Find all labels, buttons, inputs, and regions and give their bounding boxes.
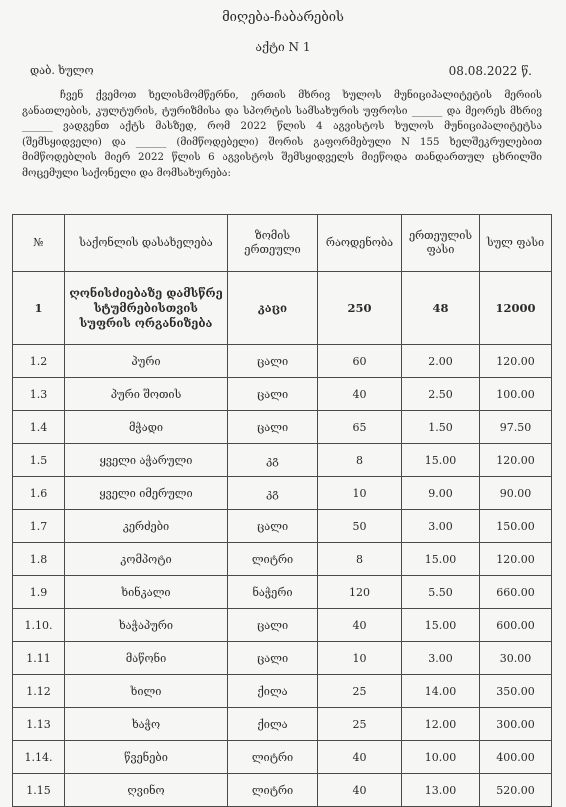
cell-total-price: 90.00 — [480, 477, 552, 510]
cell-quantity: 10 — [318, 477, 402, 510]
cell-quantity: 8 — [318, 543, 402, 576]
header-unit-price: ერთეულის ფასი — [402, 215, 480, 272]
cell-item-name: ხილი — [65, 675, 228, 708]
cell-unit: ლიტრი — [228, 543, 318, 576]
cell-total-price: 120.00 — [480, 345, 552, 378]
cell-quantity: 250 — [318, 272, 402, 345]
cell-number: 1.9 — [13, 576, 65, 609]
cell-unit-price: 48 — [402, 272, 480, 345]
cell-number: 1.10. — [13, 609, 65, 642]
cell-number: 1.4 — [13, 411, 65, 444]
cell-item-name: ღონისძიებაზე დამსწრე სტუმრებისთვის სუფრის ორგანიზება — [65, 272, 228, 345]
cell-total-price: 30.00 — [480, 642, 552, 675]
cell-unit-price: 15.00 — [402, 543, 480, 576]
cell-unit-price: 3.00 — [402, 510, 480, 543]
header-total-price: სულ ფასი — [480, 215, 552, 272]
table-row — [13, 774, 552, 807]
cell-item-name: წვენები — [65, 741, 228, 774]
cell-number: 1.12 — [13, 675, 65, 708]
cell-quantity: 10 — [318, 642, 402, 675]
cell-total-price: 520.00 — [480, 774, 552, 807]
cell-unit-price: 5.50 — [402, 576, 480, 609]
table-row — [13, 576, 552, 609]
cell-quantity: 25 — [318, 675, 402, 708]
cell-quantity: 40 — [318, 609, 402, 642]
cell-item-name: კერძები — [65, 510, 228, 543]
cell-number: 1.13 — [13, 708, 65, 741]
cell-unit: ცალი — [228, 609, 318, 642]
table-row — [13, 675, 552, 708]
cell-item-name: ხინკალი — [65, 576, 228, 609]
cell-total-price: 12000 — [480, 272, 552, 345]
cell-number: 1.15 — [13, 774, 65, 807]
cell-number: 1.3 — [13, 378, 65, 411]
cell-unit: ცალი — [228, 345, 318, 378]
table-row — [13, 642, 552, 675]
cell-item-name: კომპოტი — [65, 543, 228, 576]
cell-item-name: პური შოთის — [65, 378, 228, 411]
cell-unit: ნაჭერი — [228, 576, 318, 609]
cell-unit: ცალი — [228, 378, 318, 411]
cell-number: 1.11 — [13, 642, 65, 675]
cell-number: 1.2 — [13, 345, 65, 378]
cell-unit: ცალი — [228, 642, 318, 675]
table-row — [13, 378, 552, 411]
cell-quantity: 120 — [318, 576, 402, 609]
cell-unit: ლიტრი — [228, 741, 318, 774]
cell-unit-price: 2.00 — [402, 345, 480, 378]
cell-unit-price: 9.00 — [402, 477, 480, 510]
cell-unit: ქილა — [228, 708, 318, 741]
cell-number: 1.7 — [13, 510, 65, 543]
cell-unit: ცალი — [228, 411, 318, 444]
cell-total-price: 120.00 — [480, 543, 552, 576]
cell-total-price: 400.00 — [480, 741, 552, 774]
cell-quantity: 40 — [318, 741, 402, 774]
cell-number: 1.6 — [13, 477, 65, 510]
cell-item-name: პური — [65, 345, 228, 378]
cell-number: 1.14. — [13, 741, 65, 774]
table-row — [13, 741, 552, 774]
header-number: № — [13, 215, 65, 272]
cell-total-price: 300.00 — [480, 708, 552, 741]
cell-total-price: 120.00 — [480, 444, 552, 477]
document-date: 08.08.2022 წ. — [448, 64, 532, 78]
cell-unit-price: 13.00 — [402, 774, 480, 807]
cell-unit-price: 2.50 — [402, 378, 480, 411]
cell-unit: ქილა — [228, 675, 318, 708]
cell-item-name: ყველი იმერული — [65, 477, 228, 510]
cell-unit-price: 10.00 — [402, 741, 480, 774]
cell-unit: ლიტრი — [228, 774, 318, 807]
act-number: აქტი N 1 — [255, 40, 311, 54]
cell-unit: კგ — [228, 477, 318, 510]
cell-unit-price: 14.00 — [402, 675, 480, 708]
cell-total-price: 660.00 — [480, 576, 552, 609]
cell-unit: კგ — [228, 444, 318, 477]
table-row — [13, 708, 552, 741]
cell-item-name: ყველი აჭარული — [65, 444, 228, 477]
table-row — [13, 510, 552, 543]
cell-item-name: ღვინო — [65, 774, 228, 807]
header-item-name: საქონლის დასახელება — [65, 215, 228, 272]
cell-total-price: 97.50 — [480, 411, 552, 444]
document-title: მიღება-ჩაბარების — [222, 10, 344, 25]
cell-quantity: 40 — [318, 378, 402, 411]
table-row-main — [13, 272, 552, 345]
table-row — [13, 543, 552, 576]
cell-unit-price: 3.00 — [402, 642, 480, 675]
cell-number: 1 — [13, 272, 65, 345]
header-quantity: რაოდენობა — [318, 215, 402, 272]
cell-number: 1.5 — [13, 444, 65, 477]
cell-item-name: მჭადი — [65, 411, 228, 444]
cell-total-price: 100.00 — [480, 378, 552, 411]
cell-unit-price: 12.00 — [402, 708, 480, 741]
items-table — [12, 214, 552, 807]
table-header-row — [13, 215, 552, 272]
cell-item-name: ხაჭაპური — [65, 609, 228, 642]
table-row — [13, 411, 552, 444]
place-name: დაბ. ხულო — [30, 64, 94, 77]
cell-unit-price: 15.00 — [402, 444, 480, 477]
header-unit: ზომის ერთეული — [228, 215, 318, 272]
table-row — [13, 345, 552, 378]
cell-total-price: 350.00 — [480, 675, 552, 708]
cell-item-name: მაწონი — [65, 642, 228, 675]
cell-total-price: 600.00 — [480, 609, 552, 642]
cell-unit-price: 15.00 — [402, 609, 480, 642]
cell-unit: კაცი — [228, 272, 318, 345]
table-row — [13, 444, 552, 477]
cell-quantity: 25 — [318, 708, 402, 741]
cell-number: 1.8 — [13, 543, 65, 576]
cell-quantity: 65 — [318, 411, 402, 444]
cell-quantity: 8 — [318, 444, 402, 477]
cell-total-price: 150.00 — [480, 510, 552, 543]
intro-paragraph: ჩვენ ქვემოთ ხელისმომწერნი, ერთის მხრივ ხულოს მუნიციპალიტეტის მერიის განათლების, კულტურის, ტურიზმისა და სპორტის სამსახურის უფროსი ______ და მეორეს მხრივ ______ ვადგენთ აქტს მასზედ, რომ 2022 წლის 4 აგვისტოს ხულოს მუნიციპალიტეტსა (შემსყიდველი) და ______ (მიმწოდებელი) შორის გაფორმებული N 155 ხელშეკრულებით მიმწოდებლის მიერ 2022 წლის 6 აგვისტოს შემსყიდველს მიეწოდა თანდართულ ცხრილში მოცემული საქონელი და მომსახურება: — [22, 90, 542, 179]
cell-unit: ცალი — [228, 510, 318, 543]
cell-unit-price: 1.50 — [402, 411, 480, 444]
table-row — [13, 609, 552, 642]
cell-quantity: 60 — [318, 345, 402, 378]
table-row — [13, 477, 552, 510]
cell-item-name: ხაჭო — [65, 708, 228, 741]
cell-quantity: 50 — [318, 510, 402, 543]
cell-quantity: 40 — [318, 774, 402, 807]
